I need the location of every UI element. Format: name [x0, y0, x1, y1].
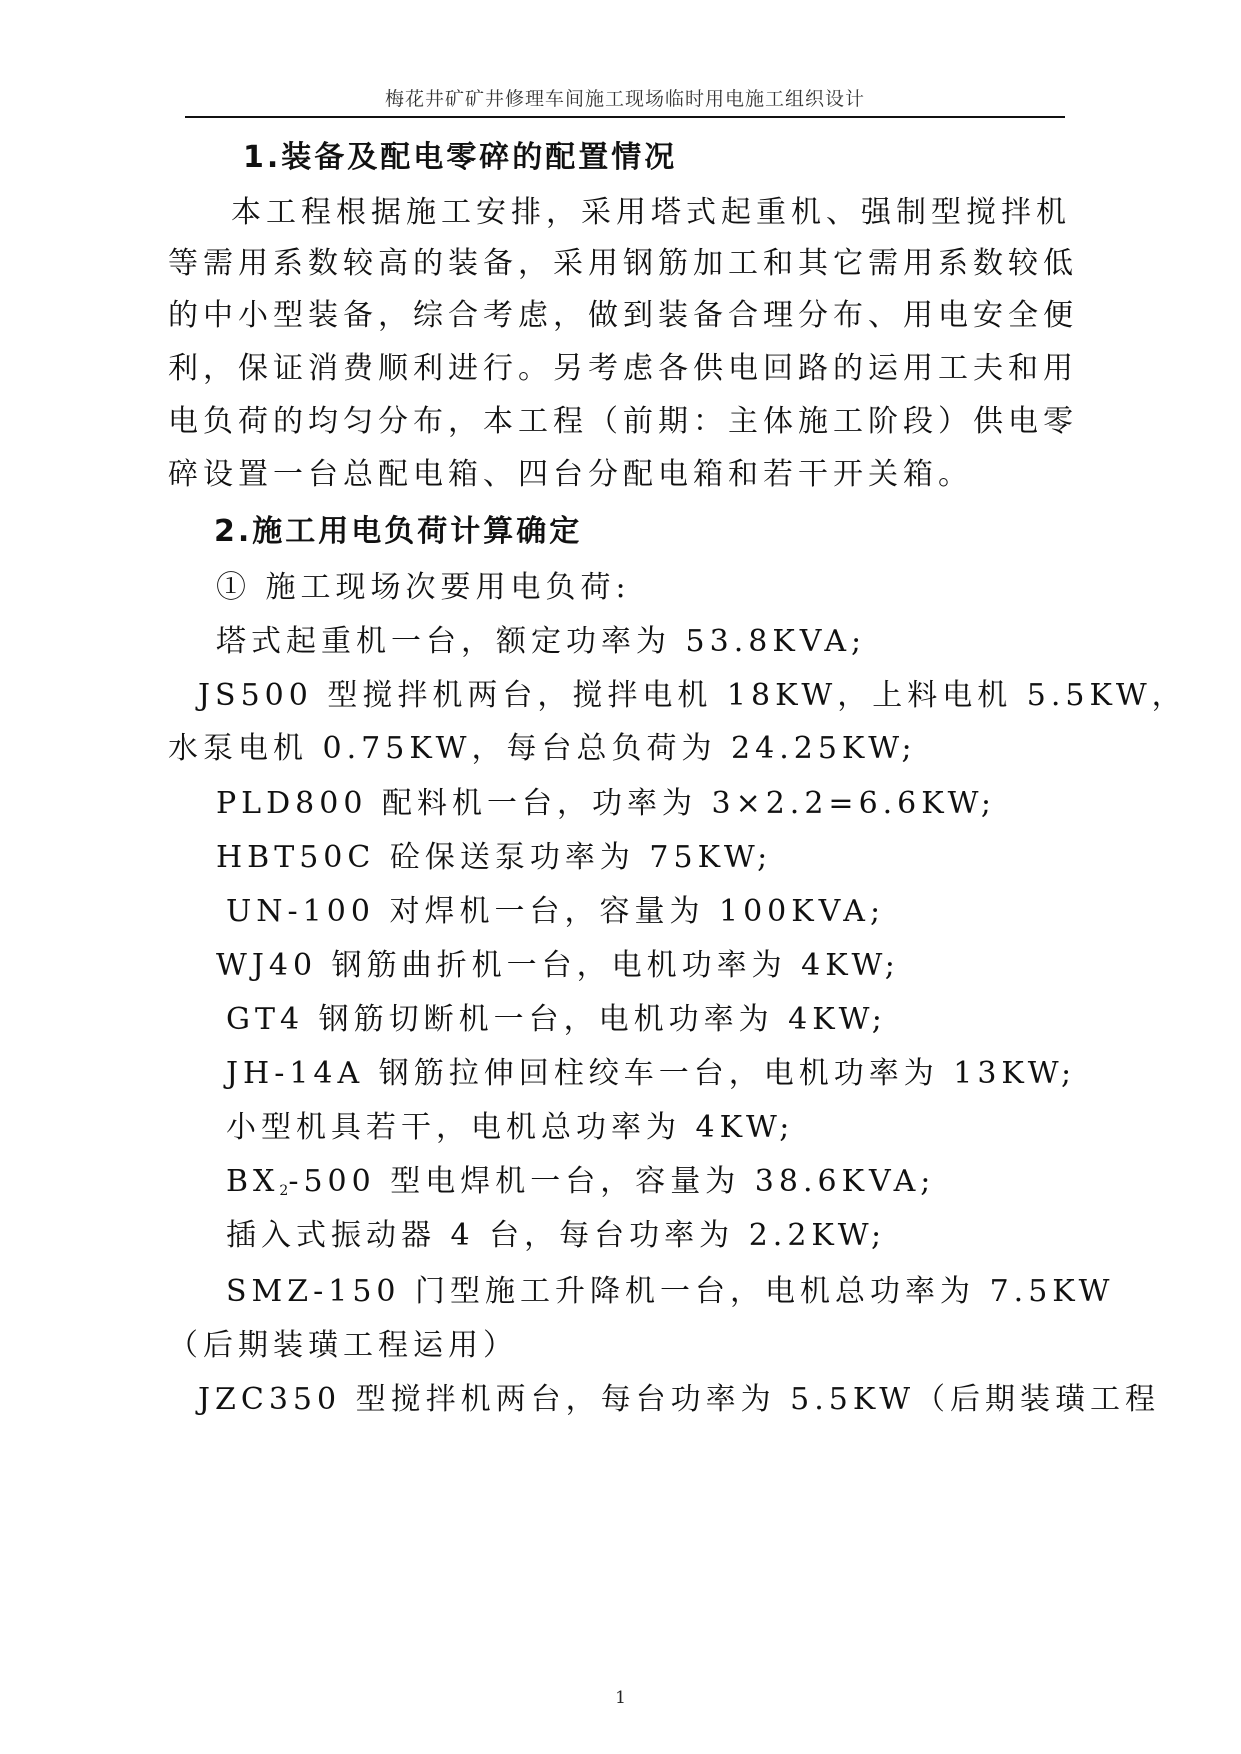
- load-item: UN-100 对焊机一台，容量为 100KVA;: [226, 894, 886, 929]
- paragraph-line: 电负荷的均匀分布，本工程（前期：主体施工阶段）供电零: [168, 404, 1078, 439]
- load-item: 插入式振动器 4 台，每台功率为 2.2KW;: [226, 1218, 887, 1253]
- paragraph-line: 的中小型装备，综合考虑，做到装备合理分布、用电安全便: [168, 298, 1078, 333]
- load-item: JZC350 型搅拌机两台，每台功率为 5.5KW（后期装璜工程: [198, 1382, 1161, 1417]
- load-item: （后期装璜工程运用）: [168, 1328, 518, 1363]
- load-item: 塔式起重机一台，额定功率为 53.8KVA;: [216, 624, 867, 659]
- section-2-heading: 2.施工用电负荷计算确定: [214, 514, 583, 549]
- subsection-heading: ① 施工现场次要用电负荷:: [216, 570, 631, 605]
- header-divider: [185, 116, 1065, 118]
- load-item: GT4 钢筋切断机一台，电机功率为 4KW;: [226, 1002, 887, 1037]
- paragraph-line: 碎设置一台总配电箱、四台分配电箱和若干开关箱。: [168, 457, 973, 492]
- page-header-title: 梅花井矿矿井修理车间施工现场临时用电施工组织设计: [384, 88, 865, 110]
- welder-model-prefix: BX: [226, 1164, 280, 1199]
- load-item: HBT50C 砼保送泵功率为 75KW;: [216, 840, 773, 875]
- load-item: JS500 型搅拌机两台，搅拌电机 18KW，上料电机 5.5KW，: [198, 678, 1187, 713]
- load-item: 小型机具若干，电机总功率为 4KW;: [226, 1110, 795, 1145]
- welder-model-rest: -500 型电焊机一台，容量为 38.6KVA;: [288, 1164, 936, 1199]
- page-number: 1: [615, 1688, 626, 1708]
- paragraph-line: 本工程根据施工安排，采用塔式起重机、强制型搅拌机: [231, 195, 1071, 230]
- load-item: SMZ-150 门型施工升降机一台，电机总功率为 7.5KW: [226, 1274, 1115, 1309]
- load-item: JH-14A 钢筋拉伸回柱绞车一台，电机功率为 13KW;: [226, 1056, 1077, 1091]
- paragraph-line: 利，保证消费顺利进行。另考虑各供电回路的运用工夫和用: [168, 351, 1078, 386]
- section-1-heading: 1.装备及配电零碎的配置情况: [243, 140, 678, 175]
- load-item: WJ40 钢筋曲折机一台，电机功率为 4KW;: [216, 948, 900, 983]
- load-item: PLD800 配料机一台，功率为 3×2.2=6.6KW;: [216, 786, 996, 821]
- welder-model-subscript: 2: [279, 1183, 289, 1199]
- load-item: 水泵电机 0.75KW，每台总负荷为 24.25KW;: [168, 731, 917, 766]
- paragraph-line: 等需用系数较高的装备，采用钢筋加工和其它需用系数较低: [168, 246, 1078, 281]
- load-item-welder: [226, 1162, 935, 1211]
